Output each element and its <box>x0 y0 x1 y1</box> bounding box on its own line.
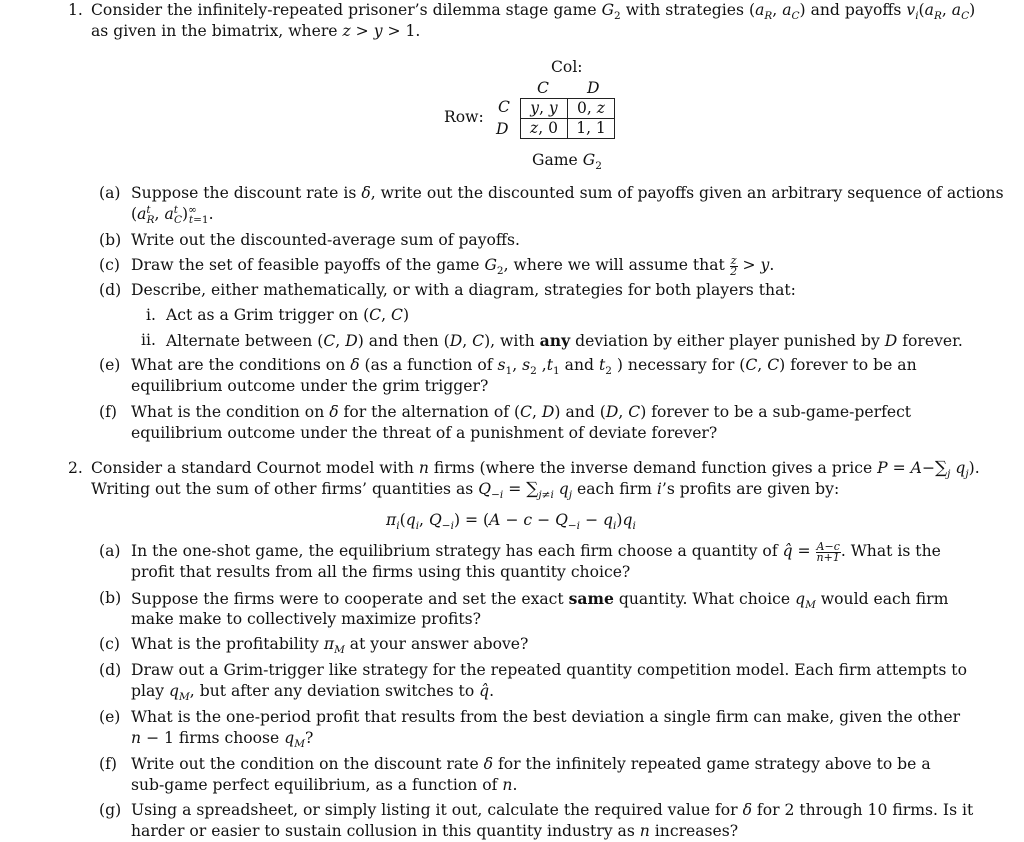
part-label: (c) <box>99 635 120 653</box>
part-a-line-2: ($a^t_R$, $a^t_C)^\infty_{t=1}$. <box>131 203 214 227</box>
subpart-label: ii. <box>141 331 156 349</box>
part-e-line-1: What is the one-period profit that results from the best deviation a single firm can make, given the other <box>131 708 961 726</box>
part-label: (b) <box>99 231 122 249</box>
payoff-cd: 0, z <box>568 99 615 119</box>
subpart-i-line: Act as a Grim trigger on (C, C) <box>166 306 410 324</box>
column-title: Col: <box>551 58 583 76</box>
question-intro-line-2: as given in the bimatrix, where z > y > 1. <box>91 22 421 40</box>
part-g-line-1: Using a spreadsheet, or simply listing it out, calculate the required value for δ for 2 through 10 firms. Is it <box>131 801 974 819</box>
part-d-line-1: Describe, either mathematically, or with a diagram, strategies for both players that: <box>131 281 796 299</box>
payoff-dc: z, 0 <box>521 119 568 139</box>
question-number: 1. <box>68 1 83 19</box>
part-label: (e) <box>99 356 121 374</box>
part-label: (g) <box>99 801 122 819</box>
part-f-line-2: equilibrium outcome under the threat of a punishment of deviate forever? <box>131 424 718 442</box>
matrix-caption: Game $G_2$ <box>532 151 602 173</box>
part-label: (d) <box>99 661 122 679</box>
profit-equation: $\pi_i(q_i$, $Q_{-i}) = (A - c - Q_{-i} - q_i)q_i$ <box>386 511 636 533</box>
payoff-dd: 1, 1 <box>568 119 615 139</box>
part-a-line-2: profit that results from all the firms using this quantity choice? <box>131 563 631 581</box>
payoff-cc: y, y <box>521 99 568 119</box>
question-intro-line-2: Writing out the sum of other firms’ quantities as $Q_{-i} = \sum_{j\ne i}$ $q_j$ each firm i’s profits are given by: <box>91 479 840 502</box>
part-b-line-1: Suppose the firms were to cooperate and set the exact same quantity. What choice $q_M$ would each firm <box>131 589 949 612</box>
question-intro-line-1: Consider a standard Cournot model with n firms (where the inverse demand function gives a price $P = A-\sum_j$ $q_j$). <box>91 458 980 481</box>
part-d-line-2: play $q_M$, but after any deviation switches to q̂. <box>131 682 495 704</box>
part-a-line-1: Suppose the discount rate is δ, write out the discounted sum of payoffs given an arbitrary sequence of actions <box>131 184 1004 202</box>
column-label-d: D <box>587 79 600 97</box>
table-row <box>521 99 615 119</box>
payoff-table <box>520 98 615 139</box>
question-number: 2. <box>68 459 83 477</box>
question-intro-line-1: Consider the infinitely-repeated prisoner’s dilemma stage game $G_2$ with strategies ($a_R$, $a_C$) and payoffs $v_i(a_R$, $a_C$) <box>91 1 976 23</box>
part-f-line-1: What is the condition on δ for the alternation of (C, D) and (D, C) forever to be a sub-game-perfect <box>131 403 912 421</box>
part-a-line-1: In the one-shot game, the equilibrium strategy has each firm choose a quantity of q̂ = $\frac{A-c}{n+1}$ . What is the <box>131 539 941 564</box>
part-label: (d) <box>99 281 122 299</box>
part-g-line-2: harder or easier to sustain collusion in this quantity industry as n increases? <box>131 822 739 840</box>
row-label-c: C <box>498 98 510 116</box>
part-label: (a) <box>99 542 121 560</box>
part-e-line-2: equilibrium outcome under the grim trigger? <box>131 377 489 395</box>
row-label-d: D <box>496 120 509 138</box>
part-label: (f) <box>99 403 117 421</box>
part-label: (c) <box>99 256 120 274</box>
part-label: (e) <box>99 708 121 726</box>
part-label: (f) <box>99 755 117 773</box>
subpart-label: i. <box>146 306 156 324</box>
part-f-line-1: Write out the condition on the discount rate δ for the infinitely repeated game strategy above to be a <box>131 755 931 773</box>
part-label: (a) <box>99 184 121 202</box>
table-row <box>521 119 615 139</box>
part-c-line-1: Draw the set of feasible payoffs of the game $G_2$, where we will assume that $\frac{z}{2}$ > y. <box>131 253 775 278</box>
column-label-c: C <box>537 79 549 97</box>
part-e-line-2: n − 1 firms choose $q_M$? <box>131 729 314 751</box>
part-d-line-1: Draw out a Grim-trigger like strategy for the repeated quantity competition model. Each firm attempts to <box>131 661 967 679</box>
part-f-line-2: sub-game perfect equilibrium, as a function of n. <box>131 776 518 794</box>
part-e-line-1: What are the conditions on δ (as a function of $s_1$, $s_2$ $,t_1$ and $t_2$ ) necessary for (C, C) forever to be an <box>131 356 917 378</box>
part-b-line-1: Write out the discounted-average sum of payoffs. <box>131 231 520 249</box>
part-c-line-1: What is the profitability $\pi_M$ at your answer above? <box>131 635 529 657</box>
subpart-ii-line: Alternate between (C, D) and then (D, C), with any deviation by either player punished by D forever. <box>166 331 963 350</box>
part-label: (b) <box>99 589 122 607</box>
part-b-line-2: make make to collectively maximize profits? <box>131 610 482 628</box>
row-title: Row: <box>444 108 484 126</box>
